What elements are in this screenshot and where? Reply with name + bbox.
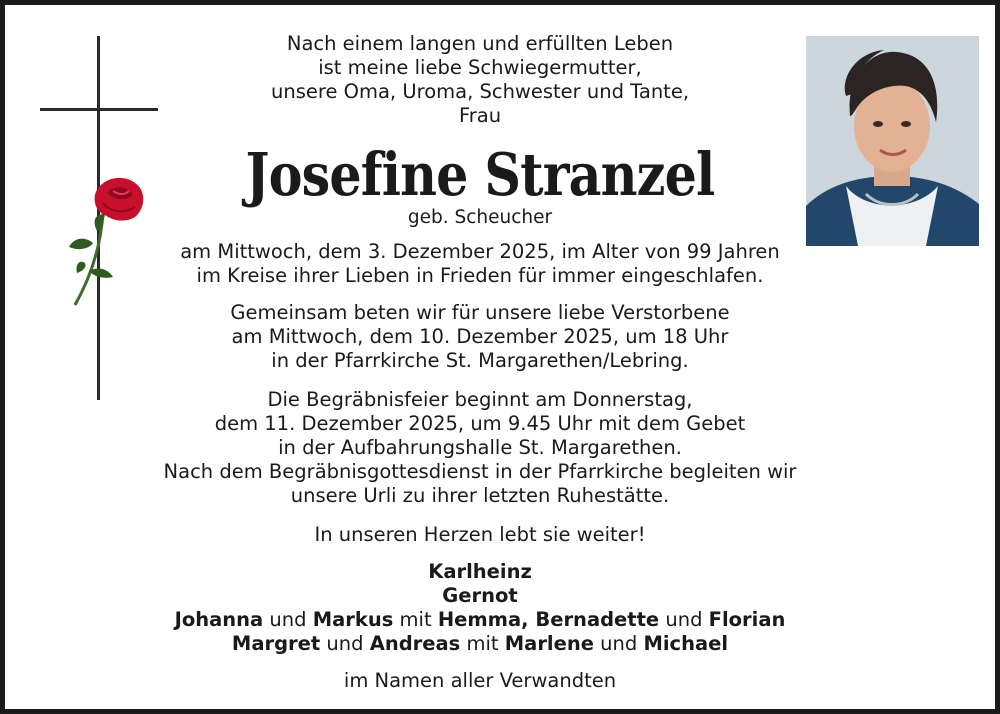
mourner-name: Markus: [312, 608, 394, 631]
mourner-connector: und: [593, 632, 644, 655]
mourner-name: Marlene: [504, 632, 594, 655]
funeral-notice: [145, 388, 815, 508]
mourner-connector: und: [659, 608, 709, 631]
funeral-line: unsere Urli zu ihrer letzten Ruhestätte.: [290, 484, 670, 507]
intro-text: [145, 32, 815, 128]
mourner-name: Michael: [643, 632, 729, 655]
intro-line: Frau: [458, 104, 502, 127]
birth-name: [145, 206, 815, 230]
mourners: [145, 560, 815, 656]
mourner-name: Margret: [231, 632, 321, 655]
funeral-line: Nach dem Begräbnisgottesdienst in der Pfarrkirche begleiten wir: [163, 460, 797, 483]
rose-icon: [63, 173, 155, 313]
mourner-name: Florian: [708, 608, 786, 631]
mourner-line: [145, 632, 815, 656]
intro-line: unsere Oma, Uroma, Schwester und Tante,: [270, 80, 690, 103]
mourner-name: Andreas: [369, 632, 461, 655]
deceased-name: Josefine Stranzel: [245, 140, 715, 209]
prayer-line: in der Pfarrkirche St. Margarethen/Lebring.: [271, 349, 689, 372]
mourner-connector: und: [320, 632, 370, 655]
signoff-text: im Namen aller Verwandten: [343, 669, 617, 692]
signoff: [145, 669, 815, 693]
mourner-name: Karlheinz: [428, 560, 532, 583]
funeral-line: dem 11. Dezember 2025, um 9.45 Uhr mit dem Gebet: [214, 412, 746, 435]
mourner-name: Gernot: [442, 584, 518, 607]
mourner-connector: mit: [460, 632, 505, 655]
death-line: am Mittwoch, dem 3. Dezember 2025, im Alter von 99 Jahren: [180, 240, 780, 263]
portrait-photo: [806, 36, 979, 246]
intro-line: ist meine liebe Schwiegermutter,: [318, 56, 642, 79]
death-notice: [145, 240, 815, 288]
mourner-line: [145, 584, 815, 608]
prayer-notice: [145, 301, 815, 373]
prayer-line: Gemeinsam beten wir für unsere liebe Verstorbene: [230, 301, 730, 324]
intro-line: Nach einem langen und erfüllten Leben: [286, 32, 674, 55]
mourner-connector: mit: [393, 608, 438, 631]
mourner-line: [145, 560, 815, 584]
birth-name-text: geb. Scheucher: [407, 207, 553, 228]
mourner-name: Johanna: [174, 608, 264, 631]
mourner-connector: und: [263, 608, 313, 631]
mourner-line: [145, 608, 815, 632]
funeral-line: in der Aufbahrungshalle St. Margarethen.: [278, 436, 682, 459]
closing-quote: [145, 523, 815, 547]
funeral-line: Die Begräbnisfeier beginnt am Donnerstag,: [267, 388, 693, 411]
death-line: im Kreise ihrer Lieben in Frieden für immer eingeschlafen.: [196, 264, 764, 287]
mourner-name: Hemma, Bernadette: [437, 608, 660, 631]
closing-text: In unseren Herzen lebt sie weiter!: [314, 523, 646, 546]
prayer-line: am Mittwoch, dem 10. Dezember 2025, um 18 Uhr: [231, 325, 729, 348]
